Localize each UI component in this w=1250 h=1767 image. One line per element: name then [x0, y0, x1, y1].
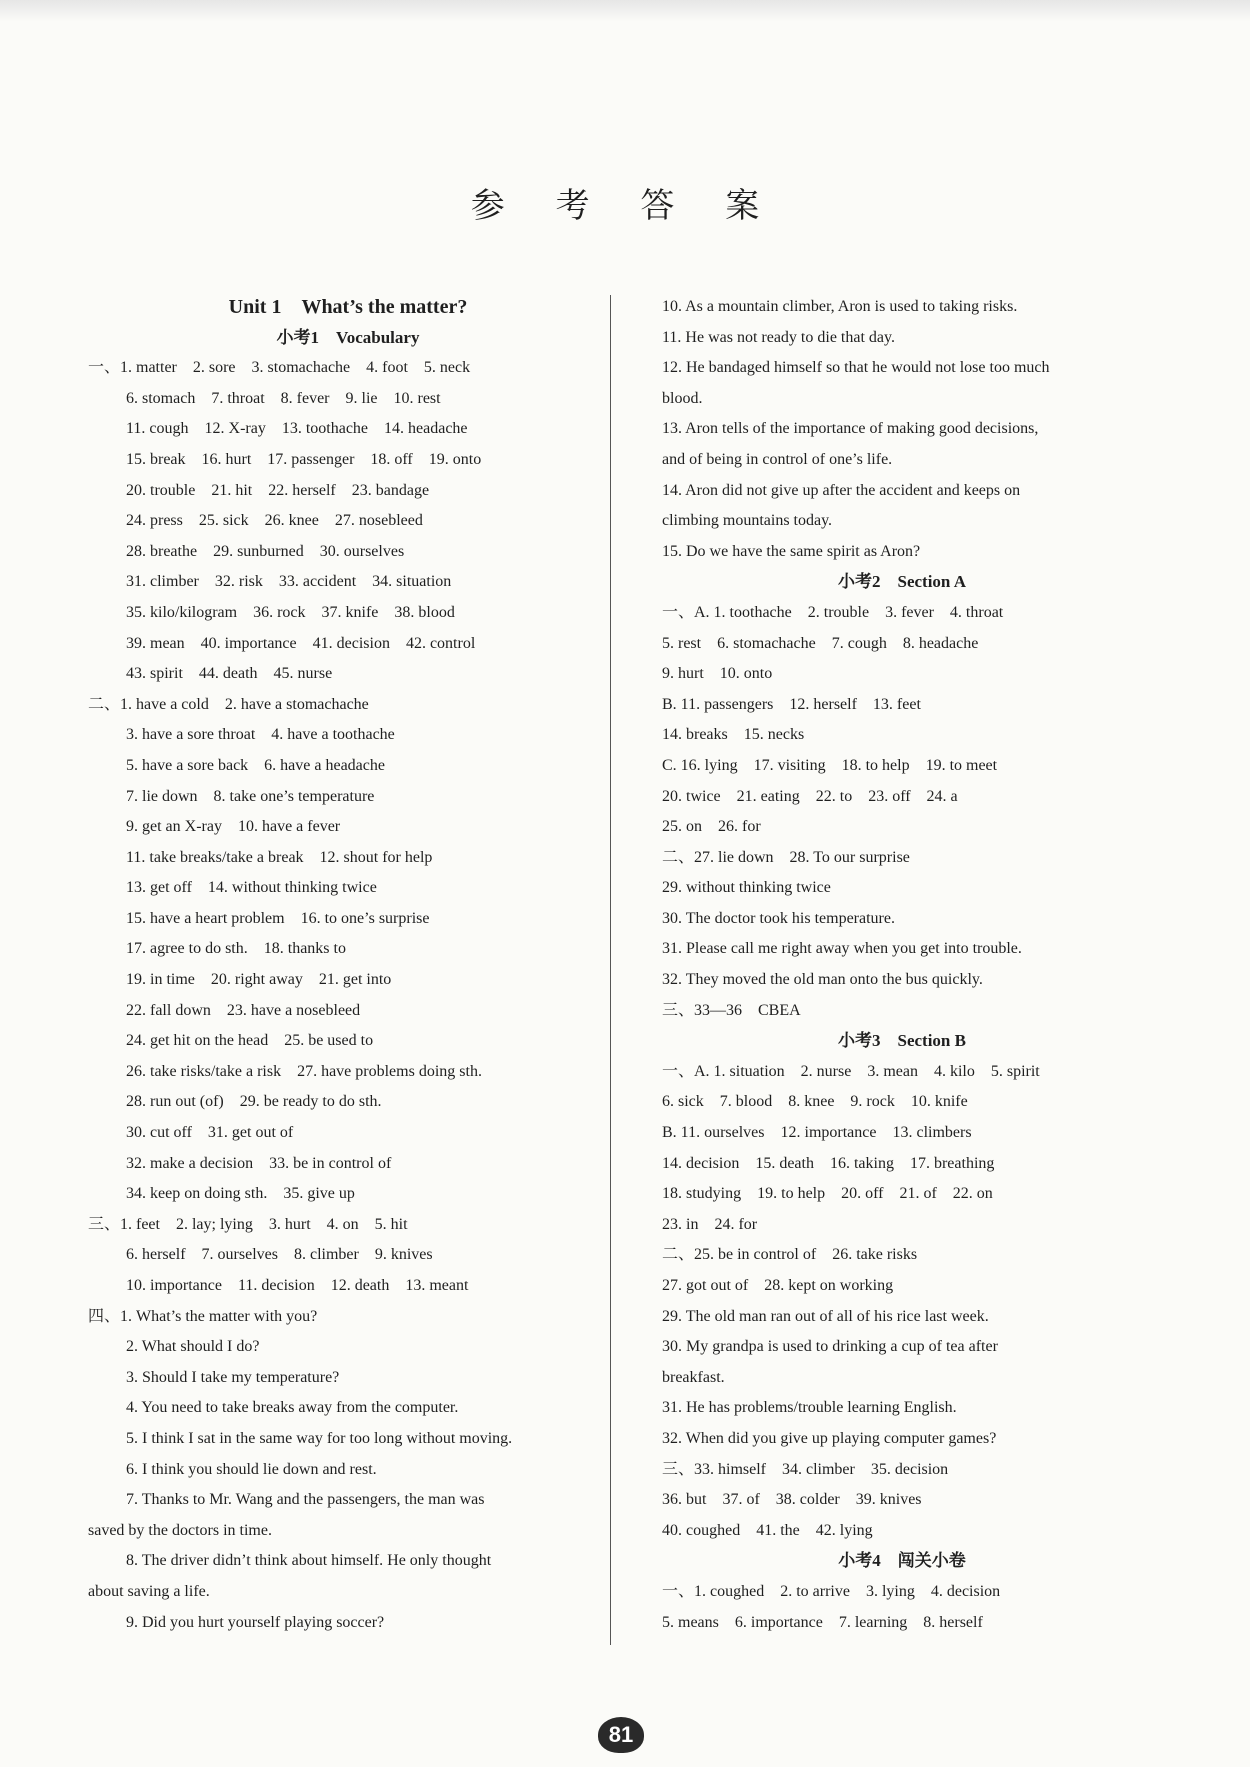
column-divider — [610, 295, 611, 1645]
answer-line: 三、33. himself 34. climber 35. decision — [662, 1460, 949, 1478]
answer-line: 4. You need to take breaks away from the computer. — [126, 1399, 459, 1417]
answer-line: 25. on 26. for — [662, 818, 761, 836]
answer-line: C. 16. lying 17. visiting 18. to help 19. to meet — [662, 756, 998, 774]
answer-line: 23. in 24. for — [662, 1215, 758, 1233]
answer-line: 四、1. What’s the matter with you? — [88, 1307, 318, 1325]
answer-line: B. 11. ourselves 12. importance 13. climbers — [662, 1124, 972, 1142]
answer-line: 一、A. 1. situation 2. nurse 3. mean 4. kilo 5. spirit — [662, 1062, 1040, 1080]
answer-line: 三、1. feet 2. lay; lying 3. hurt 4. on 5. hit — [88, 1215, 408, 1233]
answer-line: 15. Do we have the same spirit as Aron? — [662, 542, 921, 560]
answer-line: 8. The driver didn’t think about himself. He only thought — [126, 1552, 492, 1570]
answer-line: 14. decision 15. death 16. taking 17. breathing — [662, 1154, 995, 1172]
scan-top-band — [0, 0, 1250, 22]
page-title: 参 考 答 案 — [470, 186, 780, 226]
answer-line: 15. have a heart problem 16. to one’s surprise — [126, 909, 430, 927]
answer-line: 30. cut off 31. get out of — [126, 1124, 294, 1142]
left-column — [88, 292, 608, 1638]
answer-line: 5. I think I sat in the same way for too long without moving. — [126, 1429, 513, 1447]
answer-line: 11. cough 12. X-ray 13. toothache 14. headache — [126, 420, 468, 438]
answer-line: 二、1. have a cold 2. have a stomachache — [88, 695, 369, 713]
answer-line: blood. — [662, 389, 703, 407]
answer-line: 9. hurt 10. onto — [662, 665, 773, 683]
answer-line: 9. get an X-ray 10. have a fever — [126, 818, 341, 836]
answer-line: 11. He was not ready to die that day. — [662, 328, 895, 346]
answer-line: 6. herself 7. ourselves 8. climber 9. knives — [126, 1246, 433, 1264]
answer-line: 一、A. 1. toothache 2. trouble 3. fever 4. throat — [662, 603, 1004, 621]
answer-line: breakfast. — [662, 1368, 725, 1386]
answer-line: 32. When did you give up playing computer games? — [662, 1429, 997, 1447]
answer-line: 24. get hit on the head 25. be used to — [126, 1032, 374, 1050]
right-column — [662, 292, 1142, 1638]
answer-line: 10. As a mountain climber, Aron is used to taking risks. — [662, 298, 1018, 315]
answer-line: 40. coughed 41. the 42. lying — [662, 1521, 873, 1539]
answer-line: saved by the doctors in time. — [88, 1521, 272, 1539]
answer-line: 5. rest 6. stomachache 7. cough 8. headache — [662, 634, 979, 652]
answer-line: 17. agree to do sth. 18. thanks to — [126, 940, 346, 958]
answer-line: 30. The doctor took his temperature. — [662, 909, 895, 927]
answer-line: 22. fall down 23. have a nosebleed — [126, 1001, 361, 1019]
answer-line: 26. take risks/take a risk 27. have problems doing sth. — [126, 1062, 482, 1080]
section-heading: 小考2 Section A — [838, 572, 966, 592]
answer-line: 19. in time 20. right away 21. get into — [126, 971, 392, 989]
answer-line: 31. climber 32. risk 33. accident 34. situation — [126, 573, 452, 591]
answer-line: 6. I think you should lie down and rest. — [126, 1460, 377, 1478]
answer-line: 28. breathe 29. sunburned 30. ourselves — [126, 542, 405, 560]
answer-line: 5. have a sore back 6. have a headache — [126, 756, 385, 774]
answer-line: 24. press 25. sick 26. knee 27. nosebleed — [126, 512, 423, 530]
answer-line: 2. What should I do? — [126, 1338, 260, 1356]
answer-line: 32. make a decision 33. be in control of — [126, 1154, 392, 1172]
answer-line: 一、1. coughed 2. to arrive 3. lying 4. decision — [662, 1582, 1001, 1600]
answer-line: 7. Thanks to Mr. Wang and the passengers, the man was — [126, 1491, 485, 1509]
answer-line: climbing mountains today. — [662, 512, 833, 530]
answer-line: 43. spirit 44. death 45. nurse — [126, 665, 333, 683]
section-heading: 小考4 闯关小卷 — [838, 1551, 966, 1571]
answer-line: 18. studying 19. to help 20. off 21. of 22. on — [662, 1185, 993, 1203]
answer-line: 29. The old man ran out of all of his rice last week. — [662, 1307, 989, 1325]
answer-line: 二、25. be in control of 26. take risks — [662, 1246, 918, 1264]
answer-line: 28. run out (of) 29. be ready to do sth. — [126, 1093, 382, 1111]
page-number-badge: 81 — [598, 1717, 644, 1753]
answer-line: 29. without thinking twice — [662, 879, 831, 897]
answer-line: 6. stomach 7. throat 8. fever 9. lie 10. rest — [126, 389, 441, 407]
answer-line: 39. mean 40. importance 41. decision 42. control — [126, 634, 476, 652]
answer-line: 3. Should I take my temperature? — [126, 1368, 340, 1386]
answer-line: 20. twice 21. eating 22. to 23. off 24. a — [662, 787, 958, 805]
answer-line: about saving a life. — [88, 1582, 210, 1600]
answer-line: 13. get off 14. without thinking twice — [126, 879, 377, 897]
answer-line: 14. Aron did not give up after the accident and keeps on — [662, 481, 1021, 499]
section-heading: 小考1 Vocabulary — [276, 327, 420, 347]
answer-line: 7. lie down 8. take one’s temperature — [126, 787, 375, 805]
section-heading: 小考3 Section B — [838, 1031, 966, 1051]
answer-line: 3. have a sore throat 4. have a toothache — [126, 726, 395, 744]
answer-line: 12. He bandaged himself so that he would not lose too much — [662, 359, 1050, 377]
answer-line: 35. kilo/kilogram 36. rock 37. knife 38. blood — [126, 603, 455, 621]
answer-line: 13. Aron tells of the importance of making good decisions, — [662, 420, 1039, 438]
answer-line: 30. My grandpa is used to drinking a cup of tea after — [662, 1338, 998, 1356]
answer-line: 27. got out of 28. kept on working — [662, 1277, 894, 1294]
section-heading: Unit 1 What’s the matter? — [228, 296, 468, 318]
answer-line: 15. break 16. hurt 17. passenger 18. off 19. onto — [126, 450, 482, 468]
answer-line: 10. importance 11. decision 12. death 13. meant — [126, 1277, 469, 1294]
answer-line: 32. They moved the old man onto the bus quickly. — [662, 971, 983, 989]
answer-line: 34. keep on doing sth. 35. give up — [126, 1185, 355, 1203]
answer-line: 11. take breaks/take a break 12. shout for help — [126, 848, 433, 866]
answer-line: 三、33—36 CBEA — [662, 1001, 801, 1019]
answer-line: 31. He has problems/trouble learning English. — [662, 1399, 957, 1417]
answer-line: 一、1. matter 2. sore 3. stomachache 4. foot 5. neck — [88, 359, 471, 377]
answer-line: B. 11. passengers 12. herself 13. feet — [662, 695, 921, 713]
answer-line: 二、27. lie down 28. To our surprise — [662, 848, 910, 866]
answer-line: and of being in control of one’s life. — [662, 450, 893, 468]
answer-line: 9. Did you hurt yourself playing soccer? — [126, 1613, 385, 1631]
answer-line: 5. means 6. importance 7. learning 8. herself — [662, 1613, 983, 1631]
answer-line: 31. Please call me right away when you get into trouble. — [662, 940, 1022, 958]
answer-line: 14. breaks 15. necks — [662, 726, 805, 744]
answer-line: 6. sick 7. blood 8. knee 9. rock 10. knife — [662, 1093, 968, 1111]
answer-line: 36. but 37. of 38. colder 39. knives — [662, 1491, 922, 1509]
answer-line: 20. trouble 21. hit 22. herself 23. bandage — [126, 481, 430, 499]
